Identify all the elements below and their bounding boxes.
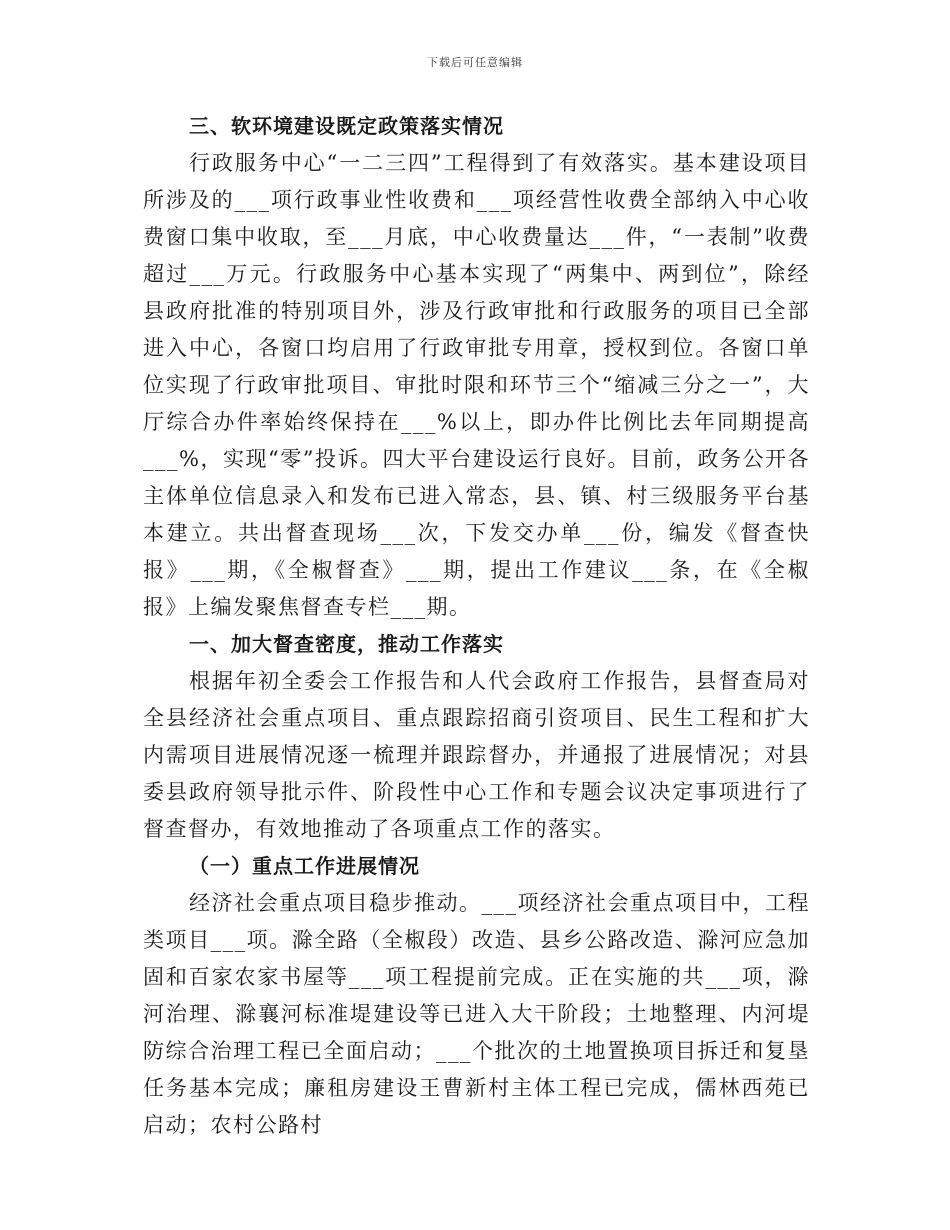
section-heading: 三、软环境建设既定政策落实情况 [189, 114, 504, 138]
page-header: 下载后可任意编辑 [427, 56, 523, 69]
document-body [143, 108, 810, 1144]
body-paragraph: 行政服务中心“一二三四”工程得到了有效落实。基本建设项目所涉及的___项行政事业性收费和___项经营性收费全部纳入中心收费窗口集中收取，至___月底，中心收费量达___件，“一表制”收费超过___万元。行政服务中心基本实现了“两集中、两到位”，除经县政府批准的特别项目外，涉及行政审批和行政服务的项目已全部进入中心，各窗口均启用了行政审批专用章，授权到位。各窗口单位实现了行政审批项目、审批时限和环节三个“缩减三分之一”，大厅综合办件率始终保持在___%以上，即办件比例比去年同期提高___%，实现“零”投诉。四大平台建设运行良好。目前，政务公开各主体单位信息录入和发布已进入常态，县、镇、村三级服务平台基本建立。共出督查现场___次，下发交办单___份，编发《督查快报》___期，《全椒督查》___期，提出工作建议___条，在《全椒报》上编发聚焦督查专栏___期。 [143, 151, 810, 619]
body-paragraph: 根据年初全委会工作报告和人代会政府工作报告，县督查局对全县经济社会重点项目、重点跟踪招商引资项目、民生工程和扩大内需项目进展情况逐一梳理并跟踪督办，并通报了进展情况；对县委县政府领导批示件、阶段性中心工作和专题会议决定事项进行了督查督办，有效地推动了各项重点工作的落实。 [143, 669, 810, 841]
subsection-heading: （一）重点工作进展情况 [189, 854, 420, 878]
section-heading: 一、加大督查密度，推动工作落实 [189, 632, 504, 656]
body-paragraph: 经济社会重点项目稳步推动。___项经济社会重点项目中，工程类项目___项。滁全路（全椒段）改造、县乡公路改造、滁河应急加固和百家农家书屋等___项工程提前完成。正在实施的共___项，滁河治理、滁襄河标准堤建设等已进入大干阶段；土地整理、内河堤防综合治理工程已全面启动；___个批次的土地置换项目拆迁和复垦任务基本完成；廉租房建设王曹新村主体工程已完成，儒林西苑已启动；农村公路村 [143, 891, 810, 1137]
